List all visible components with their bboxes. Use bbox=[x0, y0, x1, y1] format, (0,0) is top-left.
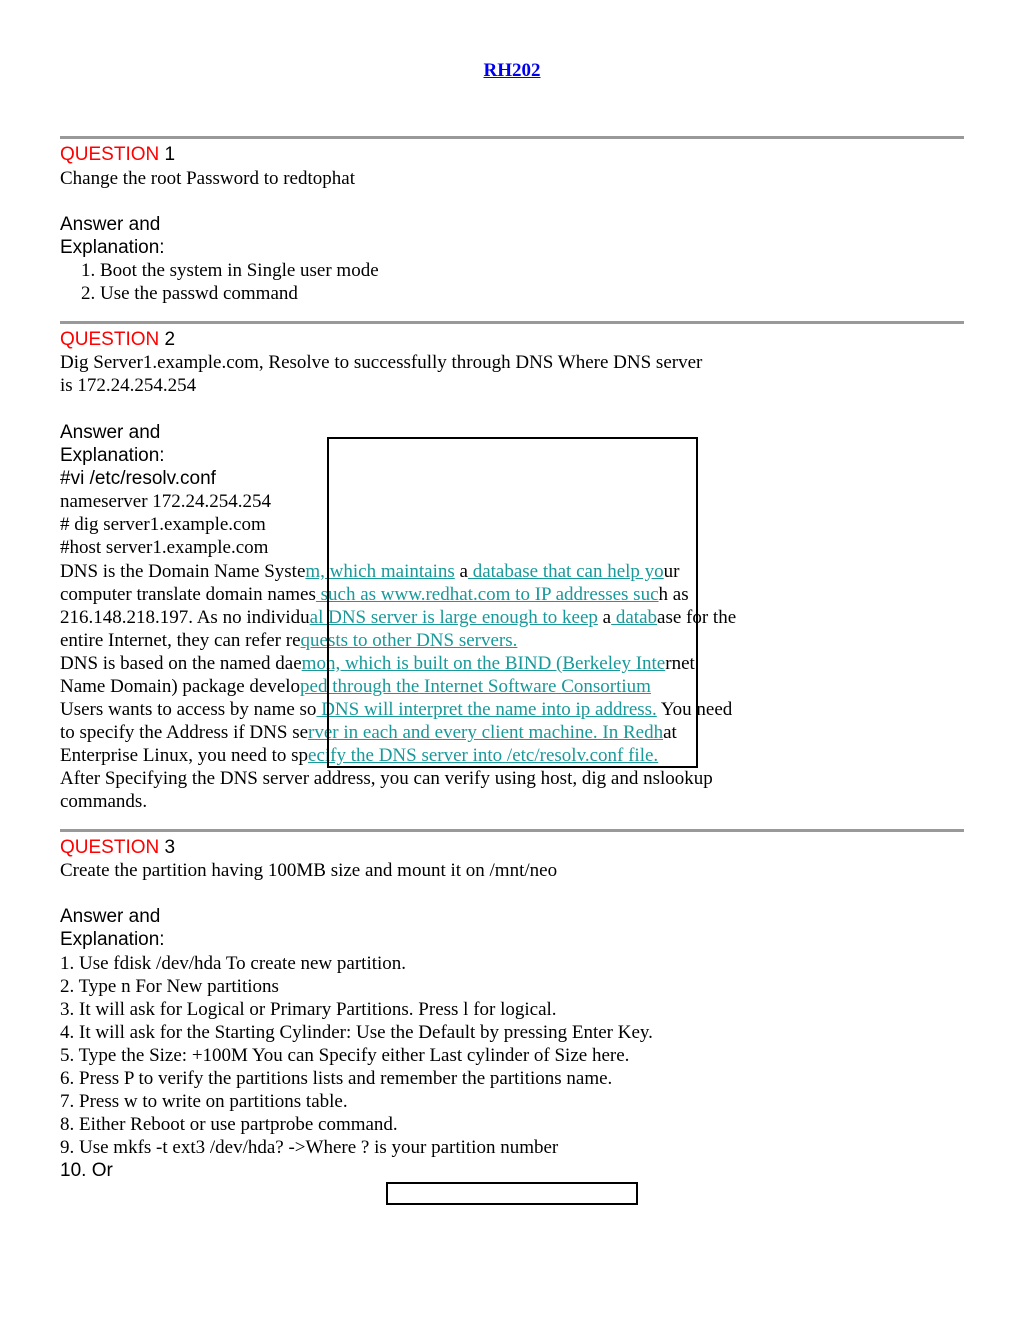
question-heading bbox=[60, 328, 175, 351]
explanation-label: Explanation: bbox=[60, 237, 165, 258]
question-heading bbox=[60, 836, 175, 859]
question-text: is 172.24.254.254 bbox=[60, 375, 197, 396]
link[interactable]: al DNS server is large enough to keep bbox=[309, 607, 598, 628]
command-line: # dig server1.example.com bbox=[60, 514, 266, 535]
question-number: 2 bbox=[164, 329, 176, 350]
list-item: 10. Or bbox=[60, 1160, 113, 1181]
divider bbox=[60, 829, 964, 832]
explanation-label: Explanation: bbox=[60, 445, 165, 466]
link[interactable]: quests to other DNS servers. bbox=[300, 630, 518, 651]
command-line: #host server1.example.com bbox=[60, 537, 269, 558]
answer-label: Answer and bbox=[60, 422, 161, 443]
divider bbox=[60, 136, 964, 139]
question-label: QUESTION bbox=[60, 144, 160, 165]
list-item: 4. It will ask for the Starting Cylinder: Use the Default by pressing Enter Key. bbox=[60, 1022, 653, 1043]
overlay-frame bbox=[327, 437, 698, 768]
overlay-frame bbox=[386, 1182, 638, 1205]
list-item: 2. Use the passwd command bbox=[81, 283, 298, 304]
text-span: a bbox=[454, 561, 468, 582]
question-text: Dig Server1.example.com, Resolve to successfully through DNS Where DNS server bbox=[60, 352, 703, 373]
link[interactable]: ecify the DNS server into /etc/resolv.conf file. bbox=[308, 745, 659, 766]
list-item: 9. Use mkfs -t ext3 /dev/hda? ->Where ? is your partition number bbox=[60, 1137, 559, 1158]
question-number: 1 bbox=[164, 144, 176, 165]
list-item: 3. It will ask for Logical or Primary Partitions. Press l for logical. bbox=[60, 999, 557, 1020]
text-span: entire Internet, they can refer re bbox=[60, 630, 301, 651]
explanation-label: Explanation: bbox=[60, 929, 165, 950]
link[interactable]: DNS will interpret the name into ip address. bbox=[316, 699, 657, 720]
explanation-line: After Specifying the DNS server address, you can verify using host, dig and nslookup bbox=[60, 768, 713, 789]
link[interactable]: such as www.redhat.com to IP addresses suc bbox=[315, 584, 659, 605]
link[interactable]: datab bbox=[611, 607, 658, 628]
list-item: 5. Type the Size: +100M You can Specify either Last cylinder of Size here. bbox=[60, 1045, 630, 1066]
question-label: QUESTION bbox=[60, 329, 160, 350]
text-span: You need bbox=[656, 699, 733, 720]
link[interactable]: mon, which is built on the BIND (Berkeley Inte bbox=[301, 653, 666, 674]
link[interactable]: rver in each and every client machine. In Redh bbox=[308, 722, 664, 743]
list-item: 6. Press P to verify the partitions lists and remember the partitions name. bbox=[60, 1068, 613, 1089]
text-span: at bbox=[663, 722, 677, 743]
document-title[interactable]: RH202 bbox=[483, 60, 541, 81]
text-span: Enterprise Linux, you need to sp bbox=[60, 745, 309, 766]
text-span: to specify the Address if DNS se bbox=[60, 722, 309, 743]
command-line: nameserver 172.24.254.254 bbox=[60, 491, 272, 512]
list-item: 1. Use fdisk /dev/hda To create new partition. bbox=[60, 953, 407, 974]
link[interactable]: ped through the Internet Software Consortium bbox=[300, 676, 651, 697]
text-span: Name Domain) package develo bbox=[60, 676, 301, 697]
text-span: DNS is the Domain Name Syste bbox=[60, 561, 306, 582]
text-span: h as bbox=[658, 584, 689, 605]
text-span: a bbox=[597, 607, 612, 628]
question-heading bbox=[60, 143, 175, 166]
answer-label: Answer and bbox=[60, 906, 161, 927]
text-span: DNS is based on the named dae bbox=[60, 653, 302, 674]
explanation-line: commands. bbox=[60, 791, 148, 812]
text-span: ur bbox=[663, 561, 680, 582]
text-span: rnet bbox=[665, 653, 695, 674]
text-span: computer translate domain names bbox=[60, 584, 316, 605]
list-item: 8. Either Reboot or use partprobe command. bbox=[60, 1114, 398, 1135]
list-item: 2. Type n For New partitions bbox=[60, 976, 279, 997]
link[interactable]: m, which maintains bbox=[305, 561, 455, 582]
link[interactable]: database that can help yo bbox=[467, 561, 664, 582]
text-span: ase for the bbox=[657, 607, 737, 628]
divider bbox=[60, 321, 964, 324]
answer-label: Answer and bbox=[60, 214, 161, 235]
question-text: Create the partition having 100MB size and mount it on /mnt/neo bbox=[60, 860, 558, 881]
list-item: 7. Press w to write on partitions table. bbox=[60, 1091, 348, 1112]
text-span: Users wants to access by name so bbox=[60, 699, 317, 720]
question-number: 3 bbox=[164, 837, 176, 858]
list-item: 1. Boot the system in Single user mode bbox=[81, 260, 379, 281]
question-label: QUESTION bbox=[60, 837, 160, 858]
text-span: 216.148.218.197. As no individu bbox=[60, 607, 310, 628]
question-text: Change the root Password to redtophat bbox=[60, 168, 355, 189]
command-line: #vi /etc/resolv.conf bbox=[60, 468, 216, 489]
